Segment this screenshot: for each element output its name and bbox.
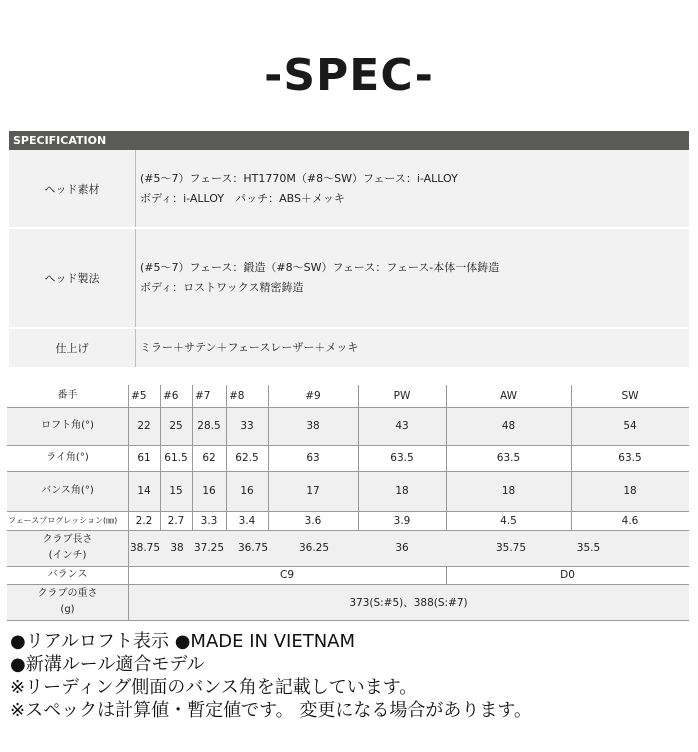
club-header: #9 [305,390,321,402]
grid-line [268,385,269,530]
spec-value-line: (#5〜7）フェース：HT1770M（#8〜SW）フェース：i-ALLOY [140,171,458,185]
table-cell: 62.5 [235,452,259,464]
row-label: 番手 [57,390,78,401]
table-cell: 18 [395,485,409,497]
row-label [7,584,128,620]
club-spec-table [7,385,689,620]
table-row-lie [7,445,689,471]
club-header: #8 [229,390,245,402]
specification-table [9,131,689,369]
club-header: PW [393,390,411,402]
spec-value [140,150,685,227]
grid-line [7,620,689,621]
row-label: ロフト角(°) [41,420,94,431]
table-cell: 373(S:#5)、388(S:#7) [349,596,468,609]
row-label-line: (g) [60,604,75,615]
spec-label: ヘッド製法 [44,272,100,285]
table-cell: 63.5 [618,452,642,464]
page-title: -SPEC- [264,50,434,101]
note-line: ●新溝ルール適合モデル [10,654,205,675]
table-cell: 35.75 [495,542,527,554]
table-cell: 36 [395,542,409,554]
table-cell: 63.5 [496,452,521,464]
table-cell: 3.4 [238,514,256,527]
specification-header: SPECIFICATION [9,131,689,150]
row-label: ライ角(°) [46,452,89,463]
club-header: AW [500,390,517,402]
table-cell: 48 [501,420,516,432]
grid-line [7,584,689,585]
table-cell: 36.25 [298,542,330,554]
table-row-balance [7,566,689,584]
table-cell: 3.6 [304,514,322,527]
club-header: #6 [163,390,179,402]
table-cell: 17 [306,485,320,497]
table-header-row [7,385,689,407]
table-cell: 25 [169,420,183,432]
spec-value-line: ボディ：i-ALLOY パッチ：ABS＋メッキ [140,191,345,205]
table-cell: 54 [623,420,637,432]
spec-label: 仕上げ [55,342,89,355]
table-cell: 2.2 [135,514,153,527]
table-cell: 22 [137,420,151,432]
spec-row-head-material [9,150,689,229]
table-cell: 38 [170,542,184,554]
grid-line [7,471,689,472]
note-line: ※リーディング側面のバンス角を記載しています。 [10,677,418,698]
spec-value-line: (#5〜7）フェース：鍛造（#8〜SW）フェース：フェース‐本体一体鋳造 [140,261,500,274]
club-header: #7 [195,390,211,402]
spec-row-finish [9,329,689,369]
table-cell: D0 [560,569,575,581]
table-row-weight [7,584,689,620]
row-label: バランス [47,569,88,580]
table-cell: 63.5 [390,452,414,464]
row-label-line: クラブの重さ [37,588,98,599]
club-header: SW [621,390,639,402]
grid-line [160,385,161,530]
table-cell: 61.5 [164,452,188,464]
table-cell: 16 [240,485,254,497]
club-header: #5 [131,390,147,402]
table-cell: 36.75 [237,542,269,554]
table-cell: 14 [137,485,151,497]
row-label [7,530,128,566]
table-row-bounce [7,471,689,511]
table-cell: 4.5 [500,514,517,527]
table-cell: 28.5 [197,420,221,432]
table-cell: 37.25 [193,542,225,554]
table-row-length [7,530,689,566]
notes [10,630,532,722]
row-label-line: (インチ) [48,550,87,561]
spec-value-line: ボディ：ロストワックス精密鋳造 [140,281,304,294]
grid-line [7,530,689,531]
grid-line [446,385,447,530]
table-cell: 43 [395,420,409,432]
table-cell: 3.3 [200,514,218,527]
table-cell: 38 [306,420,320,432]
table-cell: 15 [169,485,183,497]
grid-line [358,385,359,530]
grid-line [7,407,689,408]
note-line: ●リアルロフト表示 ●MADE IN VIETNAM [10,631,356,652]
divider [135,150,136,227]
row-label: フェースプログレッション(㎜) [8,515,118,525]
table-cell: 3.9 [393,514,411,527]
grid-line [7,566,689,567]
row-label: バンス角(°) [41,485,94,496]
divider [135,329,136,367]
spec-value-line: ミラー＋サテン＋フェースレーザー＋メッキ [140,341,359,354]
grid-line [7,445,689,446]
table-cell: 33 [240,420,254,432]
table-cell: 16 [202,485,216,497]
table-cell: 35.5 [576,542,601,554]
spec-label: ヘッド素材 [44,182,100,196]
grid-line [571,385,572,530]
table-cell: 18 [501,485,516,497]
grid-line [7,511,689,512]
grid-line [192,385,193,530]
grid-line [226,385,227,530]
table-cell: 38.75 [129,542,161,554]
grid-line [446,566,447,584]
divider [135,229,136,327]
spec-row-head-manufacturing [9,229,689,329]
table-row-face-progression [7,511,689,530]
table-cell: 62 [202,452,216,464]
spec-value [140,329,685,367]
table-row-loft [7,407,689,445]
note-line: ※スペックは計算値・暫定値です。 変更になる場合があります。 [10,700,532,721]
table-cell: 2.7 [167,514,185,527]
grid-line [128,385,129,620]
table-cell: 4.6 [621,514,639,527]
row-label-line: クラブ長さ [42,534,93,545]
table-cell: 61 [137,452,151,464]
spec-value [140,229,685,327]
table-cell: 63 [306,452,320,464]
table-cell: 18 [623,485,637,497]
table-cell: C9 [279,569,294,581]
